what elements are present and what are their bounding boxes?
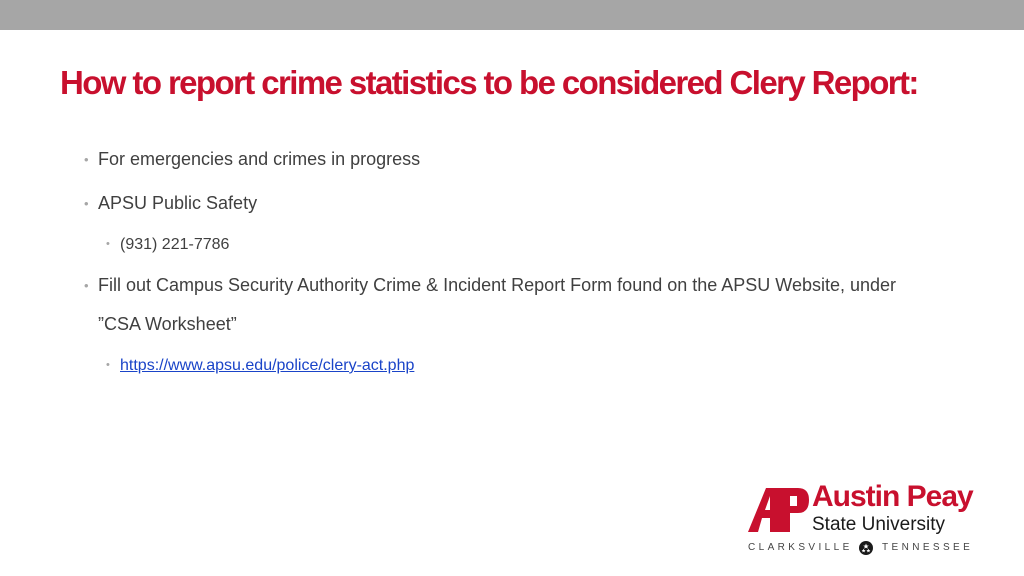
bullet-dot-icon: •: [106, 238, 110, 250]
ap-monogram-icon: [746, 486, 810, 534]
slide-title: How to report crime statistics to be considered Clery Report:: [60, 64, 918, 101]
bullet-text: [98, 266, 896, 344]
bullet-item-public-safety: [84, 184, 984, 223]
bullet-dot-icon: •: [84, 278, 89, 293]
logo-state: TENNESSEE: [882, 542, 974, 553]
tristar-icon: [859, 541, 873, 555]
clery-act-link[interactable]: https://www.apsu.edu/police/clery-act.php: [120, 357, 415, 374]
bullet-dot-icon: •: [84, 196, 89, 211]
bullet-item-emergencies: [84, 140, 984, 179]
logo-name-line-1: Austin Peay: [812, 480, 973, 513]
logo-name-line-2: State University: [812, 514, 946, 535]
sub-bullet-phone: [106, 225, 229, 264]
bullet-text-line-1: Fill out Campus Security Authority Crime & Incident Report Form found on the APSU Website, under: [98, 275, 897, 295]
apsu-logo: [746, 480, 978, 560]
bullet-text: APSU Public Safety: [98, 193, 258, 213]
sub-bullet-link: [106, 346, 414, 385]
logo-city: CLARKSVILLE: [748, 542, 853, 553]
bullet-dot-icon: •: [106, 359, 110, 371]
top-bar: [0, 0, 1024, 30]
bullet-text: For emergencies and crimes in progress: [98, 149, 421, 169]
bullet-text-line-2: ”CSA Worksheet”: [98, 314, 237, 334]
phone-number: (931) 221-7786: [120, 236, 230, 253]
bullet-item-csa-form: [84, 266, 984, 344]
bullet-dot-icon: •: [84, 152, 89, 167]
